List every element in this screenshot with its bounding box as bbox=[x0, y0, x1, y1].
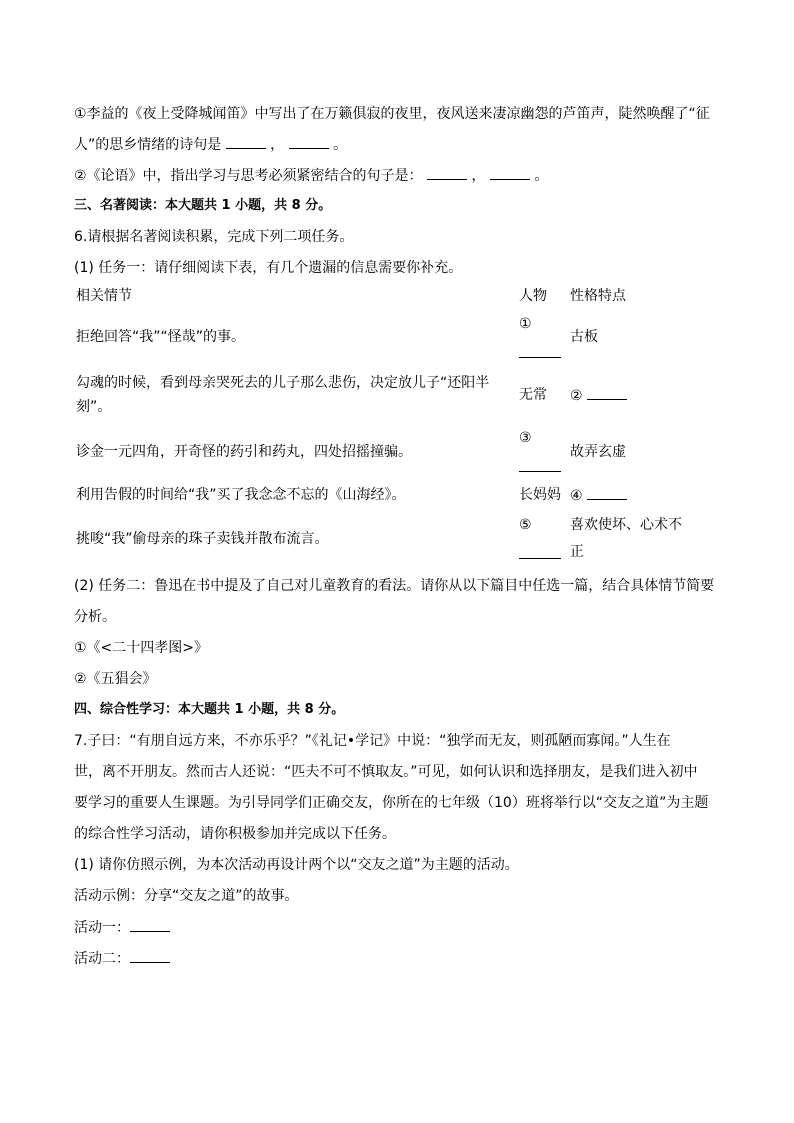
answer-blank[interactable] bbox=[130, 917, 170, 932]
answer-blank[interactable] bbox=[130, 948, 170, 963]
text: ， bbox=[270, 137, 285, 153]
section-heading: 四、综合性学习：本大题共 1 小题，共 8 分。 bbox=[74, 702, 345, 717]
question-line bbox=[74, 134, 720, 155]
question-line: 7.子曰：“有朋自远方来，不亦乐乎？”《礼记•学记》中说：“独学而无友，则孤陋而寡闻。”人生在 bbox=[74, 733, 671, 749]
answer-blank[interactable] bbox=[226, 134, 266, 149]
table-cell-person: 无常 bbox=[519, 387, 547, 403]
answer-blank[interactable] bbox=[289, 134, 329, 149]
task-text: (2) 任务二：鲁迅在书中提及了自己对儿童教育的看法。请你从以下篇目中任选一篇，结合具体情节简要 bbox=[74, 578, 715, 594]
table-cell-trait: 正 bbox=[570, 544, 584, 560]
table-cell-plot: 利用告假的时间给“我”买了我念念不忘的《山海经》。 bbox=[76, 487, 406, 503]
option-item: ②《五猖会》 bbox=[74, 671, 157, 687]
table-header-person: 人物 bbox=[519, 288, 547, 304]
text: ②《论语》中，指出学习与思考必须紧密结合的句子是： bbox=[74, 168, 423, 184]
table-cell-person: ⑤ bbox=[519, 517, 532, 533]
question-title: 6.请根据名著阅读积累，完成下列二项任务。 bbox=[74, 229, 354, 245]
table-cell-trait bbox=[570, 385, 627, 406]
answer-blank[interactable] bbox=[587, 485, 627, 500]
table-cell-trait: 古板 bbox=[570, 329, 598, 345]
question-line bbox=[74, 165, 720, 186]
table-cell-trait: 喜欢使坏、心术不 bbox=[570, 517, 682, 533]
example-text: 活动示例：分享“交友之道”的故事。 bbox=[74, 888, 299, 904]
text: 人”的思乡情绪的诗句是 bbox=[74, 137, 222, 153]
text: 活动二： bbox=[74, 951, 130, 967]
text: ④ bbox=[570, 488, 583, 504]
activity-line bbox=[74, 948, 720, 969]
question-line bbox=[74, 104, 720, 124]
section-heading: 三、名著阅读：本大题共 1 小题，共 8 分。 bbox=[74, 198, 332, 213]
table-cell-plot: 挑唆“我”偷母亲的珠子卖钱并散布流言。 bbox=[76, 531, 329, 547]
option-item: ①《<二十四孝图>》 bbox=[74, 640, 209, 656]
question-line: 世，离不开朋友。然而古人还说：“匹夫不可不慎取友。”可见，如何认识和选择朋友，是我们进入初中 bbox=[74, 764, 698, 780]
text: ①李益的《夜上受降城闻笛》中写出了在万籁俱寂的夜里，夜风送来凄凉幽怨的芦笛声，陡然唤醒了“征 bbox=[74, 106, 710, 122]
table-cell-plot: 勾魂的时候，看到母亲哭死去的儿子那么悲伤，决定放儿子“还阳半 bbox=[76, 375, 490, 391]
question-line: 的综合性学习活动，请你积极参加并完成以下任务。 bbox=[74, 826, 396, 842]
answer-blank[interactable] bbox=[519, 542, 561, 559]
text: 活动一： bbox=[74, 920, 130, 936]
table-cell-person: ① bbox=[519, 316, 532, 332]
task-text: (1) 任务一：请仔细阅读下表，有几个遗漏的信息需要你补充。 bbox=[74, 260, 463, 276]
text: 。 bbox=[333, 137, 348, 153]
table-cell-plot: 拒绝回答“我”“怪哉”的事。 bbox=[76, 329, 246, 345]
text: ， bbox=[471, 168, 486, 184]
answer-blank[interactable] bbox=[587, 385, 627, 400]
table-cell-trait: 故弄玄虚 bbox=[570, 444, 626, 460]
answer-blank[interactable] bbox=[519, 341, 561, 358]
text: 。 bbox=[534, 168, 549, 184]
task-text: (1) 请你仿照示例，为本次活动再设计两个以“交友之道”为主题的活动。 bbox=[74, 857, 519, 873]
task-text: 分析。 bbox=[74, 609, 116, 625]
table-header-trait: 性格特点 bbox=[570, 288, 626, 304]
answer-blank[interactable] bbox=[519, 455, 561, 472]
table-cell-plot: 诊金一元四角，开奇怪的药引和药丸，四处招摇撞骗。 bbox=[76, 444, 412, 460]
table-header-plot: 相关情节 bbox=[76, 288, 132, 304]
answer-blank[interactable] bbox=[427, 165, 467, 180]
question-line: 要学习的重要人生课题。为引导同学们正确交友，你所在的七年级（10）班将举行以“交友之道”为主题 bbox=[74, 795, 709, 811]
table-cell-trait bbox=[570, 485, 627, 506]
table-cell-plot: 刻”。 bbox=[76, 399, 112, 415]
table-cell-person: 长妈妈 bbox=[519, 487, 561, 503]
table-cell-person: ③ bbox=[519, 430, 532, 446]
answer-blank[interactable] bbox=[490, 165, 530, 180]
activity-line bbox=[74, 917, 720, 938]
text: ② bbox=[570, 388, 583, 404]
